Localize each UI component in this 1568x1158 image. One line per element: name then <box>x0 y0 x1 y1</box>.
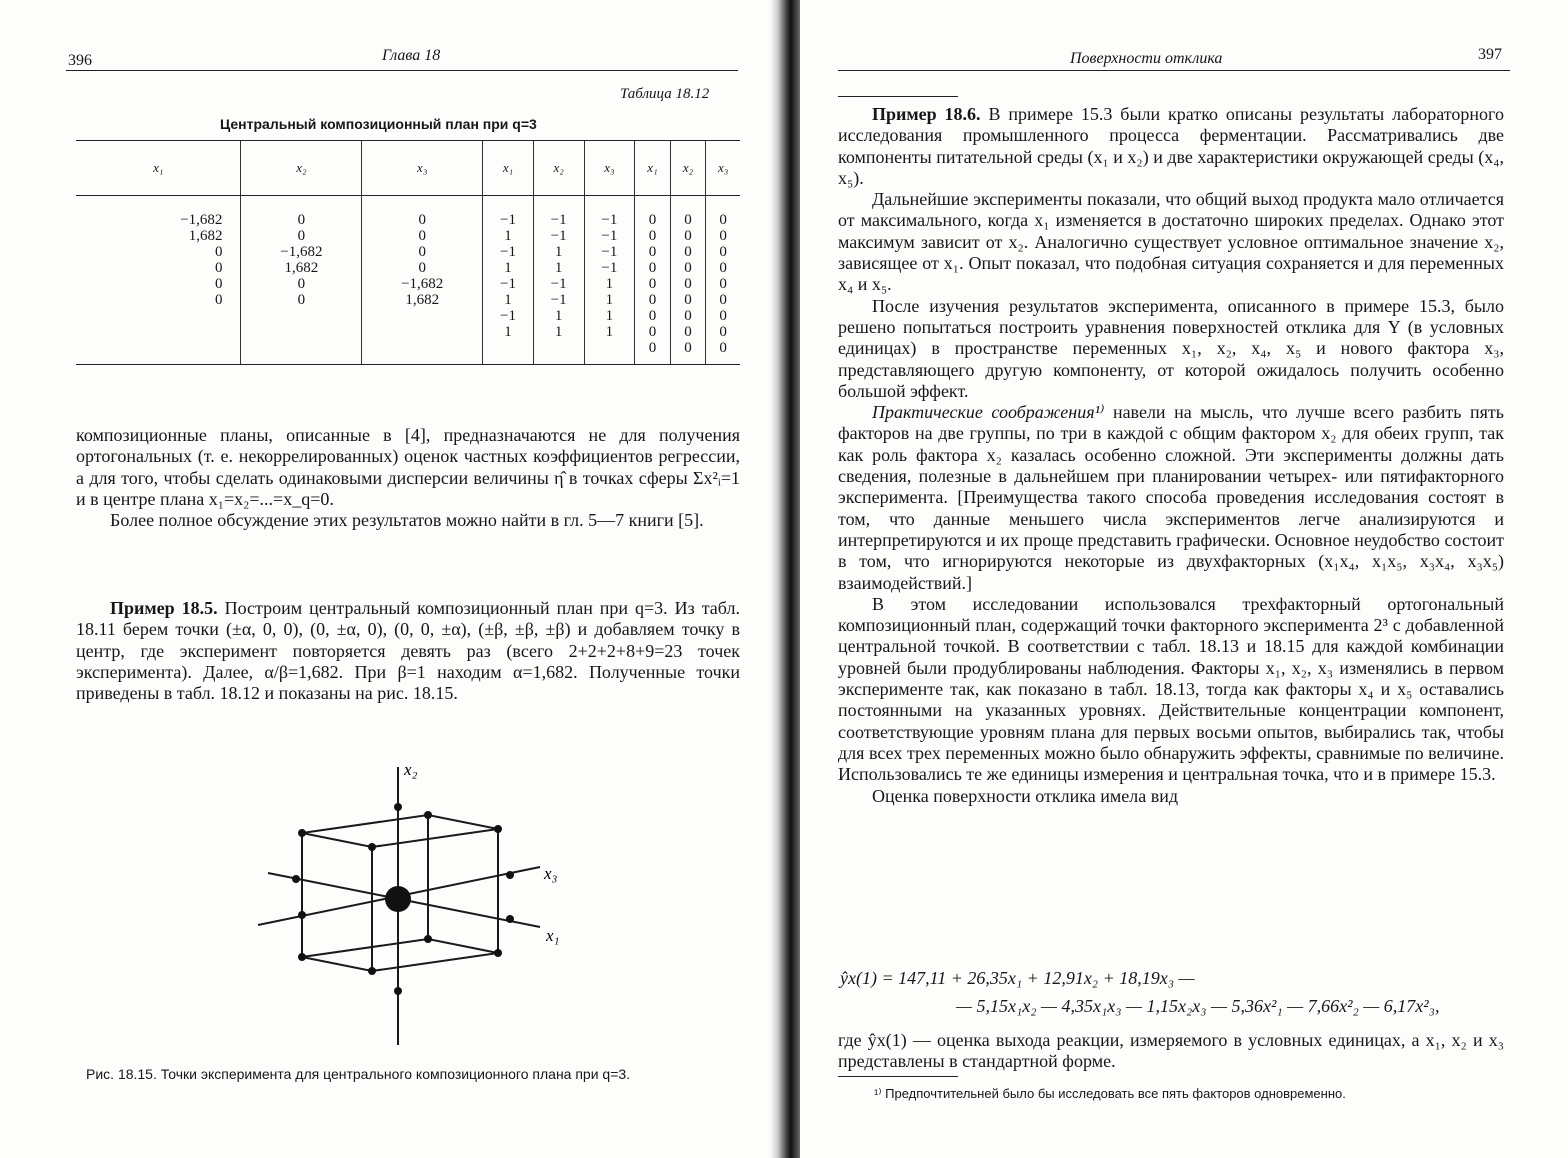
axis-label-x1: x₁ <box>546 926 560 945</box>
example-18-5 <box>76 598 740 704</box>
table-header-cell: x₂ <box>241 141 362 196</box>
equation-line-2: — 5,15x₁x₂ — 4,35x₁x₃ — 1,15x₂x₃ — 5,36x²₁ — 7,66x²₂ — 6,17x²₃, <box>956 996 1440 1016</box>
paragraph: Дальнейшие эксперименты показали, что общий выход продукта мало отличается от максимального, когда x₁ изменяется в достаточно широких пределах. Однако этот максимум зависит от x₂. Аналогично существует условное оптимальное значение x₂, зависящее от x₁. Опыт показал, что подобная ситуация сохраняется и для переменных x₄ и x₅. <box>838 189 1504 295</box>
axial-point <box>298 911 306 919</box>
axial-point <box>292 875 300 883</box>
paragraph: композиционные планы, описанные в [4], предназначаются не для получения ортогональных (т. е. некоррелированных) оценок частных коэффициентов регрессии, а для того, чтобы сделать одинаковыми дисперсии величины η̂ в точках сферы Σx²ᵢ=1 и в центре плана x₁=x₂=...=x_q=0. <box>76 425 740 509</box>
table-column: −1 1 −1 1 −1 1 −1 1 <box>483 196 534 365</box>
table-column: 0 0 0 0 0 0 0 0 0 <box>706 196 740 365</box>
table-column: −1 −1 1 1 −1 −1 1 1 <box>533 196 584 365</box>
factorial-point <box>298 953 306 961</box>
paragraph: навели на мысль, что лучше всего разбить пять факторов на две группы, по три в каждой с общим фактором x₂ для обеих групп, так как роль фактора x₂ казалась особенно сложной. Эти эксперименты должны дать сведения, полезные в дальнейшем при планировании четырех- или пятифакторного эксперимента. [Преимущества такого способа проведения исследования состоят в том, что данные меньшего числа экспериментов легче анализируются и интерпретируются и их проще представить графически. Основное неудобство состоит в том, что игнорируются некоторые из двухфакторных (x₁x₄, x₁x₅, x₃x₄, x₃x₅) взаимодействий.] <box>838 402 1505 593</box>
table-header-cell: x₂ <box>533 141 584 196</box>
table-header-cell: x₁ <box>635 141 671 196</box>
factorial-point <box>424 935 432 943</box>
table-column: 0 0 0 0 0 0 0 0 0 <box>670 196 706 365</box>
axis-label-x2: x₂ <box>404 760 418 779</box>
table-header-cell: x₃ <box>706 141 740 196</box>
header-rule-right <box>838 70 1510 71</box>
left-body-text <box>76 425 740 531</box>
center-point <box>385 886 411 912</box>
page-number-left: 396 <box>68 52 92 69</box>
example-title: Пример 18.6. <box>872 104 981 124</box>
factorial-point <box>494 949 502 957</box>
table-header-cell: x₂ <box>670 141 706 196</box>
section-rule <box>838 96 958 97</box>
table-column: 0 0 0 0 0 0 0 0 0 <box>635 196 671 365</box>
figure-caption: Рис. 18.15. Точки эксперимента для центрального композиционного плана при q=3. <box>86 1066 631 1082</box>
factorial-point <box>368 967 376 975</box>
axis-label-x3: x₃ <box>544 864 558 883</box>
right-body-text <box>838 104 1504 807</box>
footnote: ¹⁾ Предпочтительней было бы исследовать все пять факторов одновременно. <box>874 1086 1346 1101</box>
paragraph: Оценка поверхности отклика имела вид <box>872 785 1179 806</box>
left-page <box>0 0 770 1158</box>
table-column: −1,682 1,682 0 0 0 0 <box>76 196 241 365</box>
axial-point <box>506 915 514 923</box>
page-number-right: 397 <box>1478 46 1502 63</box>
example-text: Построим центральный композиционный план при q=3. Из табл. 18.11 берем точки (±α, 0, 0), (0, ±α, 0), (0, 0, ±α), (±β, ±β, ±β) и добавляем точку в центр, где эксперимент повторяется девять раз (всего 2+2+2+8+9=23 точек эксперимента). Далее, α/β=1,682. При β=1 находим α=1,682. Полученные точки приведены в табл. 18.12 и показаны на рис. 18.15. <box>76 598 740 704</box>
header-rule-left <box>66 70 738 71</box>
design-table <box>76 140 740 365</box>
table-header-cell: x₃ <box>362 141 483 196</box>
italic-phrase: Практические соображения¹⁾ <box>872 402 1105 423</box>
paragraph: В примере 15.3 были кратко описаны результаты лабораторного исследования промышленного процесса ферментации. Рассматривались две компоненты питательной среды (x₁ и x₂) и две характеристики окружающей среды (x₄, x₅). <box>838 104 1504 188</box>
table-row <box>76 196 740 365</box>
factorial-point <box>368 843 376 851</box>
equation-line-1: ŷx(1) = 147,11 + 26,35x₁ + 12,91x₂ + 18,19x₃ — <box>840 968 1195 988</box>
paragraph: После изучения результатов эксперимента, описанного в примере 15.3, было решено попытаться построить уравнения поверхностей отклика для Y (в условных единицах) в пространстве переменных x₁, x₂, x₄, x₅ и нового фактора x₃, представляющего другую компоненту, от которой ожидалось получить особенно большой эффект. <box>838 295 1504 401</box>
table-column: 0 0 0 0 −1,682 1,682 <box>362 196 483 365</box>
table-header-cell: x₃ <box>584 141 635 196</box>
cube-top-face <box>302 815 498 847</box>
footnote-rule <box>838 1076 958 1077</box>
paragraph: Более полное обсуждение этих результатов можно найти в гл. 5—7 книги [5]. <box>110 510 704 531</box>
example-title: Пример 18.5. <box>110 598 218 618</box>
table-header-cell: x₁ <box>483 141 534 196</box>
cube-figure <box>240 755 600 1055</box>
table-title: Центральный композиционный план при q=3 <box>220 116 537 132</box>
table-label: Таблица 18.12 <box>620 86 710 102</box>
factorial-point <box>494 825 502 833</box>
factorial-point <box>424 811 432 819</box>
right-page <box>800 0 1568 1158</box>
table-header-row <box>76 141 740 196</box>
running-head-left: Глава 18 <box>382 47 441 64</box>
factorial-point <box>298 829 306 837</box>
table-header-cell: x₁ <box>76 141 241 196</box>
table-column: −1 −1 −1 −1 1 1 1 1 <box>584 196 635 365</box>
paragraph: где ŷx(1) — оценка выхода реакции, измеряемого в условных единицах, а x₁, x₂ и x₃ представлены в стандартной форме. <box>838 1030 1504 1072</box>
table-column: 0 0 −1,682 1,682 0 0 <box>241 196 362 365</box>
closing-text <box>838 1030 1504 1073</box>
cube-bottom-face <box>302 939 498 971</box>
running-head-right: Поверхности отклика <box>1070 50 1223 67</box>
paragraph: В этом исследовании использовался трехфакторный ортогональный композиционный план, содержащий точки факторного эксперимента 2³ с добавленной центральной точкой. В соответствии с табл. 18.13 и 18.15 для каждой комбинации уровней были продублированы наблюдения. Факторы x₁, x₂, x₃ изменялись в первом эксперименте так, как показано в табл. 18.13, тогда как факторы x₄ и x₅ оставались постоянными на указанных уровнях. Действительные концентрации компонент, соответствующие уровням плана для первых восьми опытов, выбирались так, чтобы для всех трех переменных можно было обнаружить эффекты, сравнимые по величине. Использовались те же единицы измерения и центральная точка, что и в примере 15.3. <box>838 593 1504 785</box>
axial-point <box>506 871 514 879</box>
axial-point <box>394 987 402 995</box>
axial-point <box>394 803 402 811</box>
